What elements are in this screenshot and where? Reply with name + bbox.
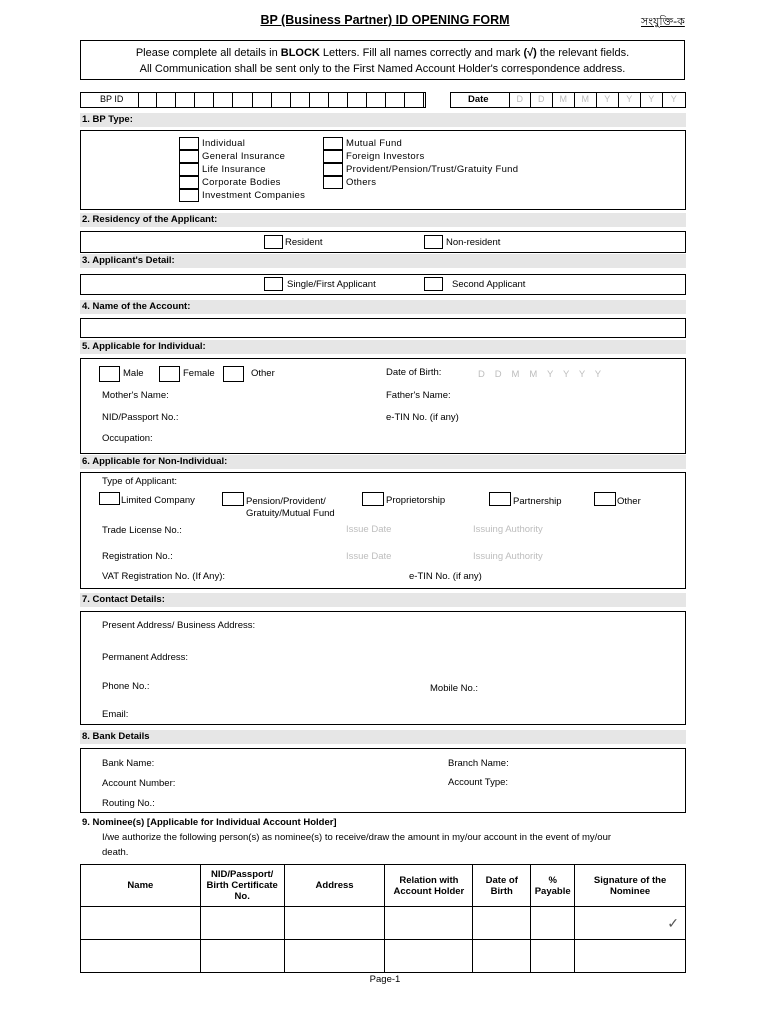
branch-name-label: Branch Name: <box>448 758 509 769</box>
residency-box <box>80 231 686 253</box>
bpid-digit-cell[interactable] <box>367 92 386 108</box>
section-individual-header: 5. Applicable for Individual: <box>80 340 686 354</box>
nominee-signature-cell[interactable] <box>575 907 686 940</box>
bpid-digit-cell[interactable] <box>138 92 157 108</box>
resident-checkbox[interactable] <box>264 235 283 249</box>
page-number: Page-1 <box>369 974 401 985</box>
father-name-label: Father's Name: <box>386 390 451 401</box>
check-mark-icon: ✓ <box>667 914 679 931</box>
bpid-label: BP ID <box>100 94 124 104</box>
proprietorship-label: Proprietorship <box>386 495 446 506</box>
bpid-digit-cell[interactable] <box>386 92 405 108</box>
vat-label: VAT Registration No. (If Any): <box>102 571 226 582</box>
table-row <box>81 907 686 940</box>
date-digit-cell[interactable]: M <box>553 92 575 108</box>
bpid-digit-cell[interactable] <box>214 92 233 108</box>
instructions-line-2: All Communication shall be sent only to the First Named Account Holder's correspondence address. <box>139 63 626 75</box>
limited-company-label: Limited Company <box>121 495 195 506</box>
other-gender-checkbox[interactable] <box>223 366 244 382</box>
bpid-digit-cell[interactable] <box>234 92 253 108</box>
nominee-name-cell[interactable] <box>81 940 201 973</box>
section-nominee-header: 9. Nominee(s) [Applicable for Individual Account Holder] <box>80 816 686 830</box>
nominee-relation-cell[interactable] <box>385 907 473 940</box>
section-non-individual-header: 6. Applicable for Non-Individual: <box>80 455 686 469</box>
nominee-signature-cell[interactable] <box>575 940 686 973</box>
other-type-checkbox[interactable] <box>594 492 616 506</box>
nominee-nid-cell[interactable] <box>200 907 284 940</box>
applicant-box <box>80 274 686 295</box>
bpid-digit-cell[interactable] <box>348 92 367 108</box>
instructions-line-1 <box>81 45 684 61</box>
pension-checkbox[interactable] <box>222 492 244 506</box>
other-type-label: Other <box>617 496 641 507</box>
date-label: Date <box>468 94 489 105</box>
date-digit-cell[interactable]: D <box>531 92 553 108</box>
instructions-bold: BLOCK <box>280 47 320 59</box>
bpid-digit-cell[interactable] <box>405 92 424 108</box>
nominee-table <box>80 864 686 973</box>
account-number-label: Account Number: <box>102 778 176 789</box>
bpid-digit-cell[interactable] <box>291 92 310 108</box>
resident-label: Resident <box>285 237 323 248</box>
bpid-digit-cell[interactable] <box>176 92 195 108</box>
instructions-text: the relevant fields. <box>536 47 630 59</box>
dob-label: Date of Birth: <box>386 367 442 378</box>
bank-name-label: Bank Name: <box>102 758 155 769</box>
section-applicant-header: 3. Applicant's Detail: <box>80 254 686 268</box>
trade-issuing-authority-placeholder[interactable]: Issuing Authority <box>473 524 543 535</box>
bp-type-right-checkbox[interactable] <box>323 176 343 189</box>
nominee-col-signature: Signature of the Nominee <box>575 865 686 907</box>
male-label: Male <box>123 368 144 379</box>
registration-label: Registration No.: <box>102 551 173 562</box>
nominee-name-cell[interactable] <box>81 907 201 940</box>
bp-type-left-checkbox[interactable] <box>179 176 199 189</box>
bp-type-left-label: Life Insurance <box>202 164 266 175</box>
etin-label: e-TIN No. (if any) <box>386 412 459 423</box>
second-applicant-label: Second Applicant <box>452 279 526 290</box>
instructions-box <box>80 40 685 80</box>
routing-label: Routing No.: <box>102 798 155 809</box>
bp-type-right-label: Foreign Investors <box>346 151 425 162</box>
phone-label: Phone No.: <box>102 681 150 692</box>
mother-name-label: Mother's Name: <box>102 390 169 401</box>
instructions-text: Please complete all details in <box>135 47 281 59</box>
nominee-intro-line-2: death. <box>102 847 129 858</box>
non-ind-etin-label: e-TIN No. (if any) <box>409 571 482 582</box>
bp-type-right-label: Mutual Fund <box>346 138 403 149</box>
nominee-col-dob: Date of Birth <box>473 865 531 907</box>
occupation-label: Occupation: <box>102 433 153 444</box>
present-address-label: Present Address/ Business Address: <box>102 620 256 631</box>
account-type-label: Account Type: <box>448 777 509 788</box>
bp-type-left-checkbox[interactable] <box>179 163 199 176</box>
date-digit-cell[interactable]: Y <box>641 92 663 108</box>
bp-type-right-checkbox[interactable] <box>323 150 343 163</box>
bp-type-left-checkbox[interactable] <box>179 137 199 150</box>
date-digit-cell[interactable]: Y <box>670 94 678 104</box>
bpid-digit-cell[interactable] <box>329 92 348 108</box>
nominee-relation-cell[interactable] <box>385 940 473 973</box>
bpid-gap <box>425 92 451 108</box>
nominee-table-header-row <box>81 865 686 907</box>
nominee-intro-line-1: I/we authorize the following person(s) as nominee(s) to receive/draw the amount in my/our account in the event of my/our <box>102 832 612 843</box>
bp-type-left-checkbox[interactable] <box>179 150 199 163</box>
female-label: Female <box>183 368 215 379</box>
proprietorship-checkbox[interactable] <box>362 492 384 506</box>
permanent-address-label: Permanent Address: <box>102 652 189 663</box>
section-residency-header: 2. Residency of the Applicant: <box>80 213 686 227</box>
nominee-col-payable: % Payable <box>531 865 575 907</box>
type-of-applicant-label: Type of Applicant: <box>102 476 177 487</box>
bp-type-left-label: Corporate Bodies <box>202 177 281 188</box>
date-digit-cell[interactable]: Y <box>597 92 619 108</box>
instructions-text: Letters. Fill all names correctly and mark <box>319 47 524 59</box>
form-title: BP (Business Partner) ID OPENING FORM <box>260 13 510 27</box>
bp-type-left-checkbox[interactable] <box>179 189 199 202</box>
bp-type-left-label: General Insurance <box>202 151 286 162</box>
second-applicant-checkbox[interactable] <box>424 277 443 291</box>
bp-type-right-label: Others <box>346 177 377 188</box>
table-row <box>81 940 686 973</box>
date-digit-cell[interactable]: M <box>575 92 597 108</box>
section-bank-header: 8. Bank Details <box>80 730 686 744</box>
first-applicant-checkbox[interactable] <box>264 277 283 291</box>
pension-label-2: Gratuity/Mutual Fund <box>246 508 335 519</box>
nominee-dob-cell[interactable] <box>473 907 531 940</box>
nominee-col-name: Name <box>81 865 201 907</box>
mobile-label: Mobile No.: <box>430 683 479 694</box>
nominee-col-relation: Relation with Account Holder <box>385 865 473 907</box>
nominee-address-cell[interactable] <box>284 907 385 940</box>
section-contact-header: 7. Contact Details: <box>80 593 686 607</box>
bpid-digit-cell[interactable] <box>272 92 291 108</box>
nominee-col-address: Address <box>284 865 385 907</box>
non-resident-checkbox[interactable] <box>424 235 443 249</box>
tick-mark-symbol: (√) <box>523 47 537 59</box>
bpid-digit-cell[interactable] <box>195 92 214 108</box>
nominee-col-nid: NID/Passport/ Birth Certificate No. <box>200 865 284 907</box>
bpid-digit-cell[interactable] <box>310 92 329 108</box>
date-digit-cell[interactable]: D <box>509 92 531 108</box>
nid-label: NID/Passport No.: <box>102 412 179 423</box>
bpid-digit-cell[interactable] <box>253 92 272 108</box>
account-name-field[interactable] <box>80 318 686 338</box>
nominee-payable-cell[interactable] <box>531 907 575 940</box>
section-bp-type-header: 1. BP Type: <box>80 113 686 127</box>
dob-placeholder[interactable]: D D M M Y Y Y Y <box>478 369 602 380</box>
other-gender-label: Other <box>251 368 275 379</box>
limited-company-checkbox[interactable] <box>99 492 120 505</box>
nominee-payable-cell[interactable] <box>531 940 575 973</box>
reg-issuing-authority-placeholder[interactable]: Issuing Authority <box>473 551 543 562</box>
bp-type-right-label: Provident/Pension/Trust/Gratuity Fund <box>346 164 519 175</box>
partnership-checkbox[interactable] <box>489 492 511 506</box>
bp-type-right-checkbox[interactable] <box>323 163 343 176</box>
date-digit-cell[interactable]: Y <box>619 92 641 108</box>
first-applicant-label: Single/First Applicant <box>287 279 376 290</box>
trade-issue-date-placeholder[interactable]: Issue Date <box>346 524 392 535</box>
nominee-dob-cell[interactable] <box>473 940 531 973</box>
partnership-label: Partnership <box>513 496 562 507</box>
bp-type-right-checkbox[interactable] <box>323 137 343 150</box>
male-checkbox[interactable] <box>99 366 120 382</box>
bp-type-left-label: Investment Companies <box>202 190 306 201</box>
bp-type-left-label: Individual <box>202 138 246 149</box>
annex-label: সংযুক্তি-ক <box>641 15 685 28</box>
reg-issue-date-placeholder[interactable]: Issue Date <box>346 551 392 562</box>
section-account-name-header: 4. Name of the Account: <box>80 300 686 314</box>
bpid-digit-cell[interactable] <box>157 92 176 108</box>
female-checkbox[interactable] <box>159 366 180 382</box>
nominee-nid-cell[interactable] <box>200 940 284 973</box>
email-label: Email: <box>102 709 129 720</box>
pension-label-1: Pension/Provident/ <box>246 496 326 507</box>
non-resident-label: Non-resident <box>446 237 501 248</box>
nominee-address-cell[interactable] <box>284 940 385 973</box>
trade-license-label: Trade License No.: <box>102 525 182 536</box>
